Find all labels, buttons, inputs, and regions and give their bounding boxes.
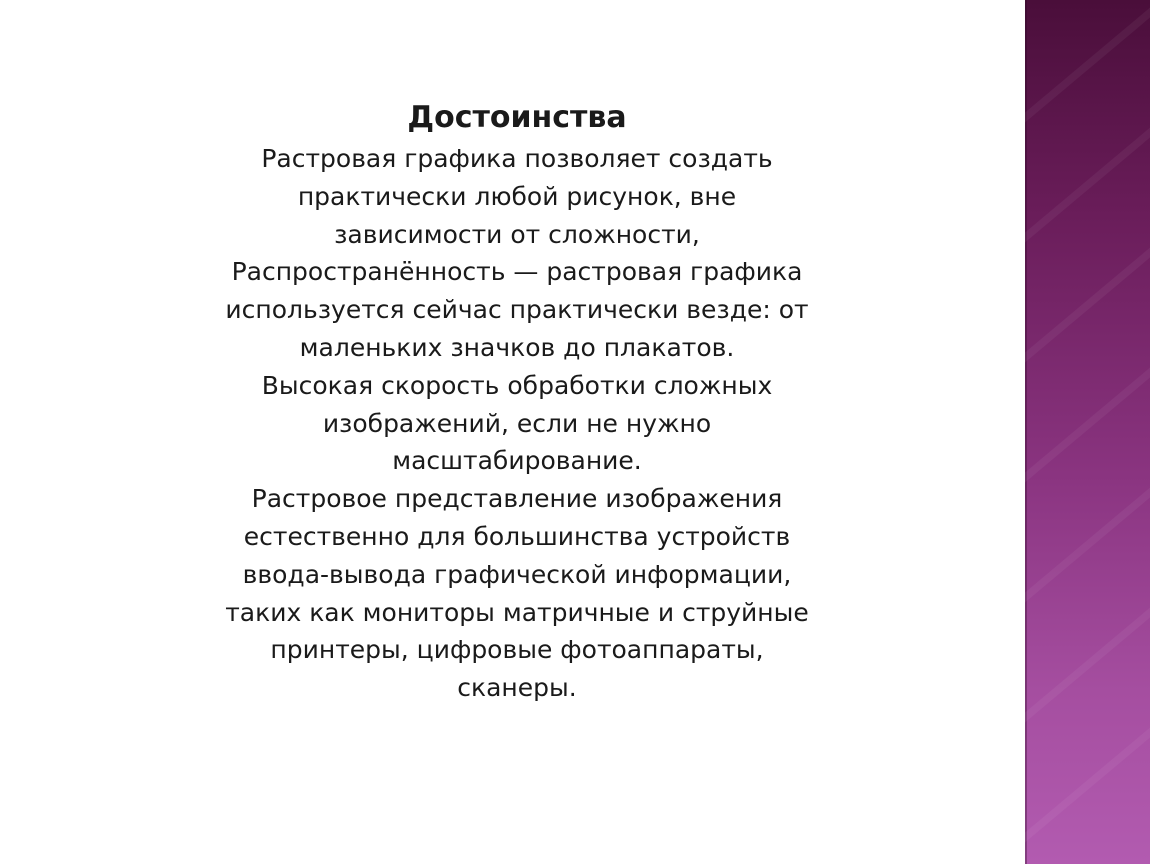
accent-stripe	[1025, 248, 1150, 363]
text-line: сканеры.	[457, 673, 577, 703]
text-line: используется сейчас практически везде: от	[225, 295, 809, 325]
text-line: зависимости от сложности,	[334, 219, 700, 249]
accent-stripe	[1025, 368, 1150, 483]
text-line: Растровая графика позволяет создать	[261, 144, 773, 173]
text-line: Высокая скорость обработки сложных	[261, 370, 773, 400]
accent-stripe	[1025, 128, 1150, 243]
accent-stripe	[1025, 608, 1150, 723]
accent-stripe	[1025, 488, 1150, 603]
accent-band	[1025, 0, 1150, 864]
text-line: естественно для большинства устройств	[243, 521, 791, 551]
slide-title: Достоинства	[407, 100, 627, 135]
text-line: практически любой рисунок, вне	[297, 181, 737, 211]
text-line: ввода-вывода графической информации,	[242, 559, 792, 589]
text-line: таких как мониторы матричные и струйные	[225, 597, 809, 627]
accent-band-edge	[1025, 0, 1027, 864]
accent-stripe	[1025, 728, 1150, 843]
slide-body	[200, 96, 834, 707]
text-line: изображений, если не нужно	[322, 408, 712, 438]
text-line: масштабирование.	[392, 446, 642, 476]
text-line: принтеры, цифровые фотоаппараты,	[270, 635, 764, 665]
accent-stripe	[1025, 8, 1150, 123]
text-line: маленьких значков до плакатов.	[299, 332, 735, 362]
text-line: Растровое представление изображения	[251, 484, 783, 514]
text-line: Распространённость — растровая графика	[231, 257, 803, 287]
